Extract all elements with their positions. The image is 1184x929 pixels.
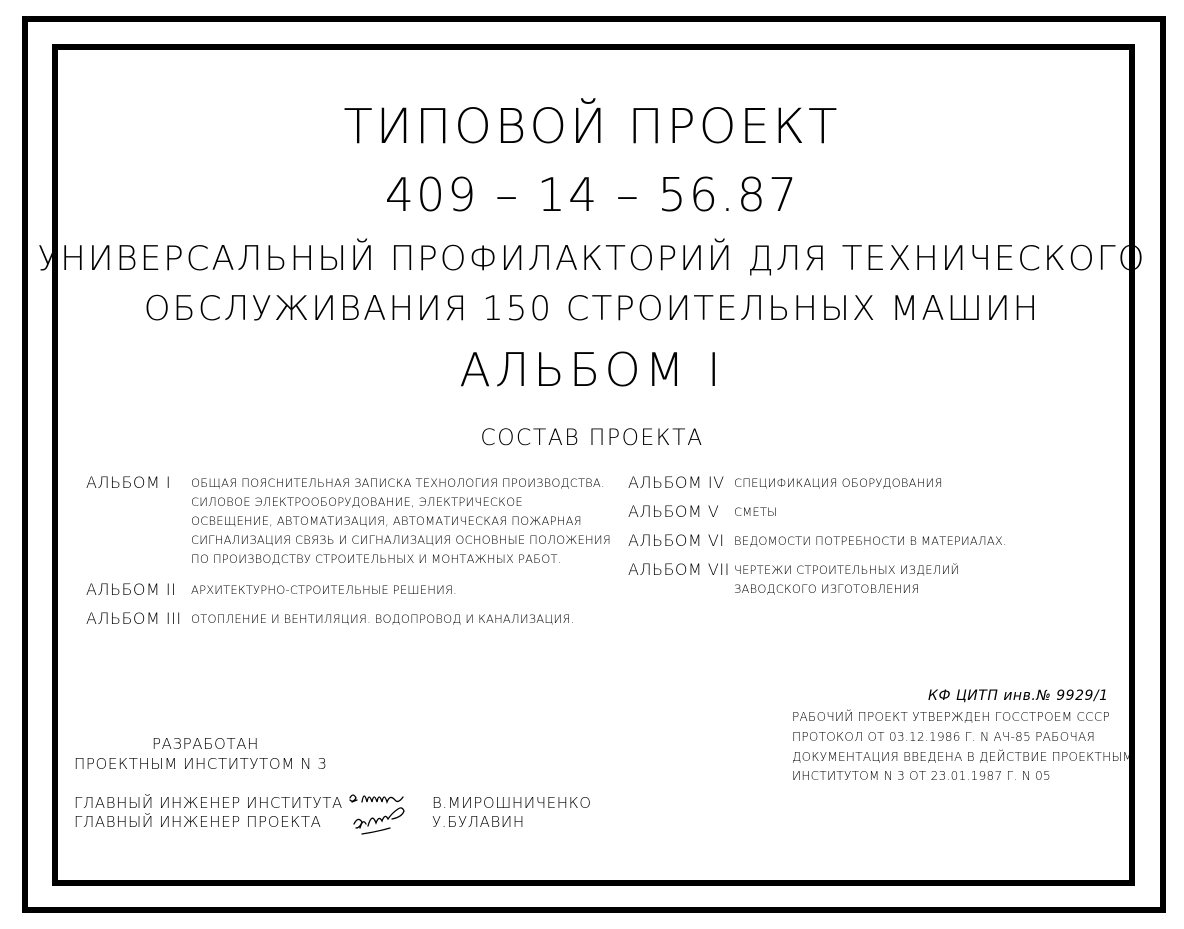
chief-engineer-project-role: ГЛАВНЫЙ ИНЖЕНЕР ПРОЕКТА: [74, 813, 322, 831]
developed-by: ПРОЕКТНЫМ ИНСТИТУТОМ N 3: [74, 755, 328, 773]
album-4-text: СПЕЦИФИКАЦИЯ ОБОРУДОВАНИЯ: [734, 476, 943, 490]
album-title: АЛЬБОМ I: [459, 343, 725, 397]
album-3-text: ОТОПЛЕНИЕ И ВЕНТИЛЯЦИЯ. ВОДОПРОВОД И КАНАЛИЗАЦИЯ.: [191, 612, 575, 626]
album-5-text: СМЕТЫ: [734, 505, 778, 519]
chief-engineer-institute-name: В.МИРОШНИЧЕНКО: [432, 794, 592, 812]
project-number: 409 – 14 – 56.87: [384, 168, 800, 222]
subtitle-line-1: УНИВЕРСАЛЬНЫЙ ПРОФИЛАКТОРИЙ ДЛЯ ТЕХНИЧЕСКОГО: [37, 239, 1147, 279]
approval-line-3: ДОКУМЕНТАЦИЯ ВВЕДЕНА В ДЕЙСТВИЕ ПРОЕКТНЫМ: [792, 750, 1134, 764]
contents-heading: СОСТАВ ПРОЕКТА: [480, 426, 704, 451]
album-7-text: ЧЕРТЕЖИ СТРОИТЕЛЬНЫХ ИЗДЕЛИЙ ЗАВОДСКОГО ИЗГОТОВЛЕНИЯ: [734, 563, 960, 596]
album-3-label: АЛЬБОМ III: [86, 609, 182, 628]
document-title: ТИПОВОЙ ПРОЕКТ: [343, 99, 841, 155]
album-7-label: АЛЬБОМ VII: [628, 560, 730, 579]
handwritten-signatures: [346, 788, 418, 838]
chief-engineer-institute-role: ГЛАВНЫЙ ИНЖЕНЕР ИНСТИТУТА: [74, 794, 343, 812]
archive-stamp: КФ ЦИТП инв.№ 9929/1: [928, 688, 1109, 704]
album-1-text: ОБЩАЯ ПОЯСНИТЕЛЬНАЯ ЗАПИСКА ТЕХНОЛОГИЯ ПРОИЗВОДСТВА. СИЛОВОЕ ЭЛЕКТРООБОРУДОВАНИЕ, ЭЛЕКТРИЧЕСКОЕ ОСВЕЩЕНИЕ, АВТОМАТИЗАЦИЯ, АВТОМАТИЧЕСКАЯ ПОЖАРНАЯ СИГНАЛИЗАЦИЯ СВЯЗЬ И СИГНАЛИЗАЦИЯ ОСНОВНЫЕ ПОЛОЖЕНИЯ ПО ПРОИЗВОДСТВУ СТРОИТЕЛЬНЫХ И МОНТАЖНЫХ РАБОТ.: [191, 476, 611, 566]
album-4-label: АЛЬБОМ IV: [628, 473, 725, 492]
subtitle-line-2: ОБСЛУЖИВАНИЯ 150 СТРОИТЕЛЬНЫХ МАШИН: [143, 289, 1041, 329]
album-6-label: АЛЬБОМ VI: [628, 531, 725, 550]
album-2-text: АРХИТЕКТУРНО-СТРОИТЕЛЬНЫЕ РЕШЕНИЯ.: [191, 583, 458, 597]
album-1-label: АЛЬБОМ I: [86, 473, 172, 492]
album-5-label: АЛЬБОМ V: [628, 502, 720, 521]
developed-label: РАЗРАБОТАН: [152, 735, 259, 753]
approval-line-2: ПРОТОКОЛ ОТ 03.12.1986 Г. N АЧ-85 РАБОЧАЯ: [792, 730, 1096, 744]
approval-line-1: РАБОЧИЙ ПРОЕКТ УТВЕРЖДЕН ГОССТРОЕМ СССР: [792, 710, 1111, 724]
album-2-label: АЛЬБОМ II: [86, 580, 177, 599]
album-6-text: ВЕДОМОСТИ ПОТРЕБНОСТИ В МАТЕРИАЛАХ.: [734, 534, 1007, 548]
chief-engineer-project-name: У.БУЛАВИН: [432, 813, 525, 831]
approval-line-4: ИНСТИТУТОМ N 3 ОТ 23.01.1987 Г. N 05: [792, 769, 1051, 783]
